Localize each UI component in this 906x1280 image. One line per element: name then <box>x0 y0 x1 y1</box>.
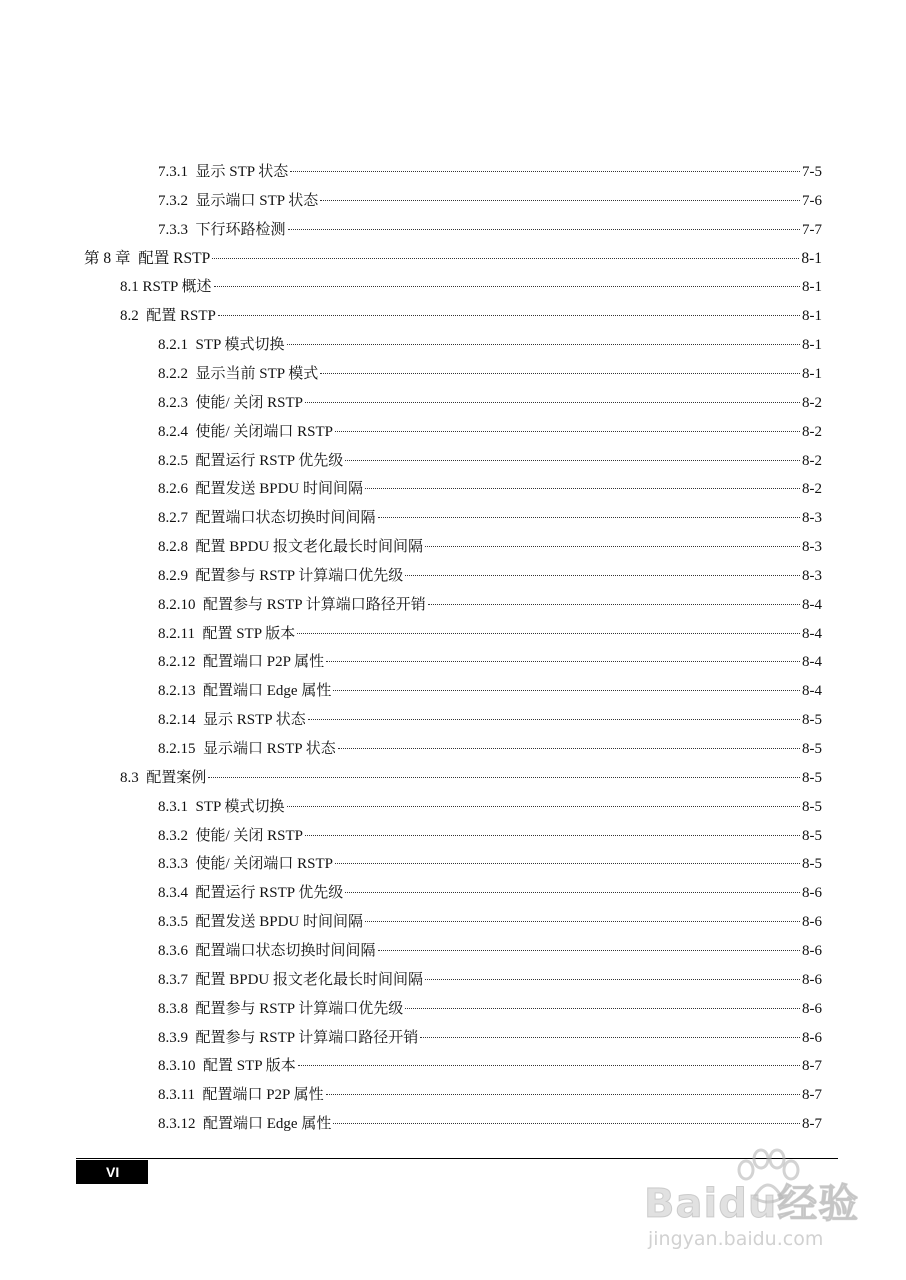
toc-entry-title: 配置 BPDU 报文老化最长时间间隔 <box>195 539 424 556</box>
toc-entry[interactable] <box>158 1110 822 1138</box>
toc-entry[interactable] <box>158 620 822 648</box>
toc-entry[interactable] <box>158 447 822 475</box>
toc-entry-page: 8-6 <box>802 1029 822 1046</box>
toc-entry-number: 8.2.1 <box>158 337 188 354</box>
toc-entry-title: 配置端口 P2P 属性 <box>202 1087 324 1104</box>
toc-entry-title: 配置参与 RSTP 计算端口路径开销 <box>195 1029 419 1046</box>
toc-entry[interactable] <box>120 764 822 792</box>
toc-entry-title: 显示 STP 状态 <box>195 164 289 180</box>
toc-entry-number: 8.2.10 <box>158 596 196 613</box>
toc-entry-page: 8-2 <box>802 394 822 411</box>
dot-leader <box>345 891 800 893</box>
toc-entry[interactable] <box>158 533 822 561</box>
toc-entry-title: 下行环路检测 <box>195 221 286 238</box>
toc-entry[interactable] <box>158 648 822 676</box>
toc-entry-page: 8-2 <box>802 423 822 440</box>
dot-leader <box>345 459 800 461</box>
toc-entry-page: 8-5 <box>802 712 822 729</box>
toc-entry-page: 8-6 <box>802 885 822 902</box>
toc-entry-title: 显示当前 STP 模式 <box>195 365 319 382</box>
dot-leader <box>218 314 800 316</box>
toc-entry[interactable] <box>158 966 822 994</box>
page-number-badge: VI <box>76 1160 148 1184</box>
toc-entry-page: 8-7 <box>802 1087 822 1104</box>
toc-entry-page: 8-3 <box>802 510 822 527</box>
toc-entry-title: 配置端口 P2P 属性 <box>203 654 325 671</box>
toc-entry-page: 8-1 <box>802 279 822 296</box>
toc-entry-number: 第 8 章 <box>84 249 131 267</box>
toc-entry-title: 配置 RSTP <box>146 308 216 325</box>
dot-leader <box>338 747 800 749</box>
toc-entry-number: 8.3.5 <box>158 914 188 931</box>
toc-entry-title: 使能/ 关闭端口 RSTP <box>195 423 334 440</box>
dot-leader <box>425 978 800 980</box>
toc-entry[interactable] <box>158 216 822 244</box>
dot-leader <box>320 372 800 374</box>
watermark-url: jingyan.baidu.com <box>648 1228 824 1250</box>
toc-entry-page: 8-3 <box>802 567 822 584</box>
toc-entry-title: 配置端口状态切换时间间隔 <box>195 510 376 527</box>
toc-entry-title: 配置 BPDU 报文老化最长时间间隔 <box>195 971 424 988</box>
toc-entry-page: 8-2 <box>802 452 822 469</box>
toc-entry[interactable] <box>158 793 822 821</box>
dot-leader <box>305 401 800 403</box>
toc-entry[interactable] <box>158 937 822 965</box>
toc-entry-number: 8.3 <box>120 769 139 786</box>
toc-entry-title: 配置参与 RSTP 计算端口优先级 <box>195 1000 404 1017</box>
toc-chapter-entry[interactable] <box>84 245 822 273</box>
baidu-watermark <box>640 1148 880 1268</box>
toc-entry[interactable] <box>158 1081 822 1109</box>
dot-leader <box>288 228 800 230</box>
toc-entry-number: 8.2.9 <box>158 567 188 584</box>
toc-entry-page: 8-6 <box>802 971 822 988</box>
toc-entry[interactable] <box>120 273 822 301</box>
toc-entry-page: 7-6 <box>802 192 822 209</box>
toc-entry-title: 配置发送 BPDU 时间间隔 <box>195 914 364 931</box>
dot-leader <box>326 1093 800 1095</box>
toc-entry-title: 配置 STP 版本 <box>203 1058 296 1075</box>
toc-entry-title: 使能/ 关闭 RSTP <box>195 394 304 411</box>
toc-entry[interactable] <box>158 1052 822 1080</box>
dot-leader <box>308 718 800 720</box>
toc-entry-title: RSTP 概述 <box>142 279 212 296</box>
dot-leader <box>405 574 800 576</box>
dot-leader <box>428 603 800 605</box>
toc-entry-number: 8.2.15 <box>158 741 196 757</box>
dot-leader <box>425 545 800 547</box>
toc-entry-page: 8-7 <box>802 1058 822 1075</box>
toc-entry-page: 8-5 <box>802 798 822 815</box>
dot-leader <box>297 632 800 634</box>
toc-entry[interactable] <box>158 735 822 763</box>
toc-entry-number: 8.2.11 <box>158 625 195 642</box>
dot-leader <box>420 1036 800 1038</box>
toc-entry-title: 配置发送 BPDU 时间间隔 <box>195 481 364 498</box>
toc-entry-title: 配置案例 <box>146 769 207 786</box>
toc-entry[interactable] <box>120 302 822 330</box>
dot-leader <box>335 430 800 432</box>
dot-leader <box>335 862 800 864</box>
watermark-logo-text: Baidu经验 <box>644 1181 860 1227</box>
toc-entry-page: 8-1 <box>801 249 822 267</box>
toc-entry-number: 8.2.6 <box>158 481 188 498</box>
toc-entry-page: 8-1 <box>802 365 822 382</box>
toc-entry-number: 8.3.3 <box>158 856 188 873</box>
toc-entry-page: 8-5 <box>802 856 822 873</box>
toc-entry-number: 8.2.2 <box>158 365 188 382</box>
toc-entry-title: 配置端口 Edge 属性 <box>203 1116 332 1133</box>
toc-entry-number: 8.2.8 <box>158 539 188 556</box>
toc-entry[interactable] <box>158 850 822 878</box>
toc-entry-page: 8-1 <box>802 308 822 325</box>
dot-leader <box>405 1007 800 1009</box>
toc-entry[interactable] <box>158 706 822 734</box>
toc-entry-number: 8.2.5 <box>158 452 188 469</box>
dot-leader <box>298 1064 800 1066</box>
toc-entry-title: STP 模式切换 <box>195 798 285 815</box>
toc-entry-number: 8.3.2 <box>158 827 188 844</box>
toc-entry-number: 8.3.7 <box>158 971 188 988</box>
dot-leader <box>365 487 800 489</box>
toc-entry-number: 8.1 <box>120 279 139 296</box>
toc-entry-page: 8-4 <box>802 654 822 671</box>
toc-entry-title: 配置参与 RSTP 计算端口优先级 <box>195 567 404 584</box>
toc-entry-title: STP 模式切换 <box>195 337 285 354</box>
toc-entry-page: 7-7 <box>802 221 822 238</box>
toc-entry-number: 8.3.6 <box>158 942 188 959</box>
toc-entry-page: 8-4 <box>802 683 822 700</box>
toc-entry[interactable] <box>158 562 822 590</box>
dot-leader <box>287 343 800 345</box>
dot-leader <box>208 776 800 778</box>
toc-entry-title: 配置运行 RSTP 优先级 <box>195 885 344 902</box>
toc-entry-number: 8.2.14 <box>158 712 196 729</box>
toc-entry-number: 8.2.3 <box>158 394 188 411</box>
dot-leader <box>214 285 800 287</box>
toc-entry-page: 8-2 <box>802 481 822 498</box>
dot-leader <box>287 805 800 807</box>
dot-leader <box>212 257 799 259</box>
toc-entry-number: 8.3.1 <box>158 798 188 815</box>
toc-entry-title: 显示端口 RSTP 状态 <box>203 741 336 757</box>
toc-entry-title: 配置运行 RSTP 优先级 <box>195 452 344 469</box>
dot-leader <box>326 660 800 662</box>
toc-entry-page: 8-7 <box>802 1116 822 1133</box>
toc-entry-page: 8-5 <box>802 827 822 844</box>
toc-entry-title: 配置端口状态切换时间间隔 <box>195 942 376 959</box>
toc-entry-number: 7.3.3 <box>158 221 188 238</box>
toc-entry[interactable] <box>158 389 822 417</box>
toc-entry[interactable] <box>158 1024 822 1052</box>
toc-entry-title: 配置 STP 版本 <box>202 625 296 642</box>
dot-leader <box>365 920 800 922</box>
toc-entry-number: 8.3.8 <box>158 1000 188 1017</box>
toc-entry[interactable] <box>158 504 822 532</box>
toc-entry-number: 8.3.9 <box>158 1029 188 1046</box>
toc-entry[interactable] <box>158 360 822 388</box>
dot-leader <box>333 689 800 691</box>
toc-entry-number: 7.3.2 <box>158 192 188 209</box>
toc-entry-title: 使能/ 关闭 RSTP <box>195 827 304 844</box>
toc-entry-number: 8.3.11 <box>158 1087 195 1104</box>
toc-entry[interactable] <box>158 677 822 705</box>
dot-leader <box>305 834 800 836</box>
toc-entry-page: 8-3 <box>802 539 822 556</box>
toc-entry-number: 8.2.7 <box>158 510 188 527</box>
toc-entry-page: 8-5 <box>802 769 822 786</box>
toc-entry-number: 8.2 <box>120 308 139 325</box>
toc-entry[interactable] <box>158 879 822 907</box>
toc-entry-page: 8-1 <box>802 337 822 354</box>
toc-entry-number: 8.3.12 <box>158 1116 196 1133</box>
dot-leader <box>320 199 800 201</box>
dot-leader <box>378 949 800 951</box>
toc-entry-number: 8.3.4 <box>158 885 188 902</box>
toc-entry-number: 8.2.4 <box>158 423 188 440</box>
toc-entry-title: 配置参与 RSTP 计算端口路径开销 <box>203 596 426 613</box>
dot-leader <box>333 1122 800 1124</box>
toc-entry[interactable] <box>158 591 822 619</box>
toc-entry-number: 8.2.13 <box>158 683 196 700</box>
toc-entry-page: 7-5 <box>802 164 822 180</box>
toc-entry-number: 8.3.10 <box>158 1058 196 1075</box>
toc-entry[interactable] <box>158 158 822 186</box>
toc-entry-title: 配置 RSTP <box>138 249 211 267</box>
toc-entry-title: 使能/ 关闭端口 RSTP <box>195 856 334 873</box>
toc-entry[interactable] <box>158 475 822 503</box>
toc-entry-title: 显示端口 STP 状态 <box>195 192 319 209</box>
toc-entry[interactable] <box>158 331 822 359</box>
toc-entry-title: 配置端口 Edge 属性 <box>203 683 332 700</box>
toc-entry-page: 8-6 <box>802 1000 822 1017</box>
toc-entry[interactable] <box>158 908 822 936</box>
toc-entry-number: 8.2.12 <box>158 654 196 671</box>
dot-leader <box>290 170 800 172</box>
toc-entry-page: 8-6 <box>802 942 822 959</box>
toc-entry[interactable] <box>158 995 822 1023</box>
toc-entry-title: 显示 RSTP 状态 <box>203 712 306 729</box>
toc-entry-page: 8-6 <box>802 914 822 931</box>
toc-entry[interactable] <box>158 187 822 215</box>
toc-entry[interactable] <box>158 822 822 850</box>
dot-leader <box>378 516 800 518</box>
toc-entry-page: 8-5 <box>802 741 822 757</box>
toc-entry[interactable] <box>158 418 822 446</box>
toc-entry-number: 7.3.1 <box>158 164 188 180</box>
toc-entry-page: 8-4 <box>802 596 822 613</box>
toc-entry-page: 8-4 <box>802 625 822 642</box>
